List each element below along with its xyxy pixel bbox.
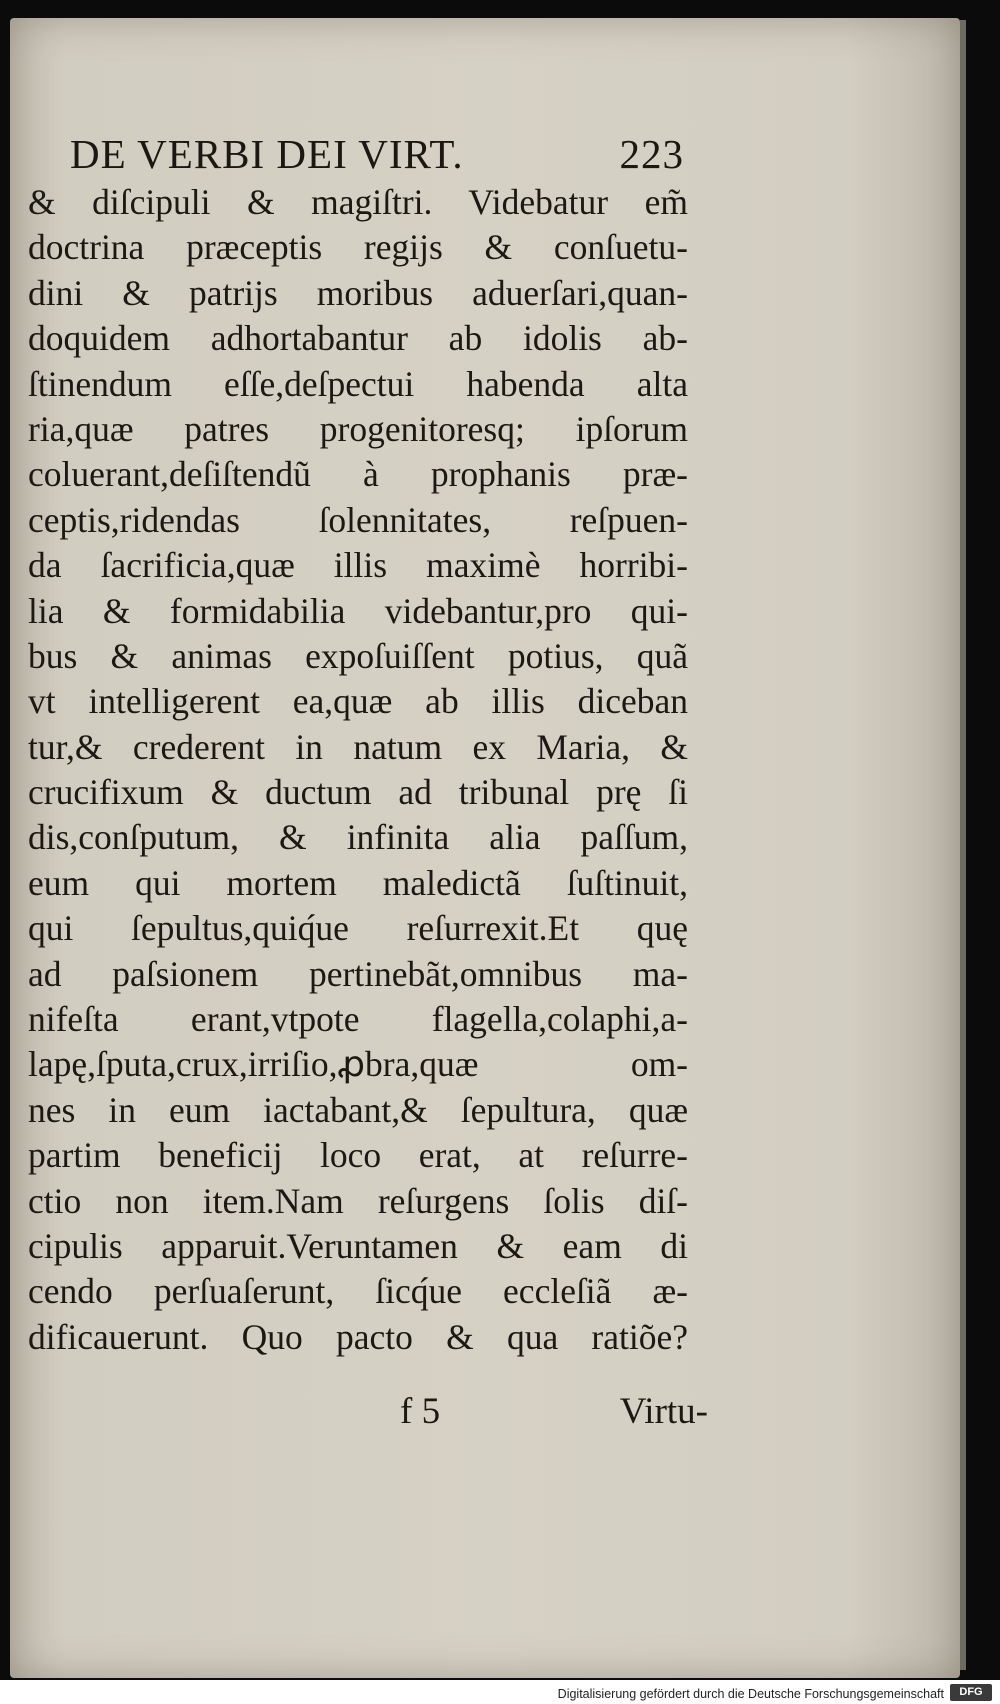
text-line: ceptis,ridendas ſolennitates, reſpuen-	[28, 499, 688, 540]
running-header	[70, 130, 684, 178]
page-edge	[960, 20, 966, 1670]
text-line: vt intelligerent ea,quæ ab illis diceban	[28, 681, 688, 722]
signature-mark: f 5	[400, 1391, 441, 1432]
body-text	[28, 180, 688, 1360]
text-line: eum qui mortem maledictã ſuſtinuit,	[28, 862, 688, 903]
text-line: cipulis apparuit.Veruntamen & eam di	[28, 1225, 688, 1266]
text-line: ria,quæ patres progenitoresq; ipſorum	[28, 408, 688, 449]
text-line: & diſcipuli & magiſtri. Videbatur em̃	[28, 182, 688, 222]
text-line: doquidem adhortabantur ab idolis ab-	[28, 318, 688, 359]
text-line: ſtinendum eſſe,deſpectui habenda alta	[28, 363, 688, 404]
text-line: dificauerunt. Quo pacto & qua ratiõe?	[28, 1316, 688, 1357]
text-line: lapę,ſputa,crux,irriſio,ꝓbra,quæ om-	[28, 1044, 688, 1085]
running-head-title: DE VERBI DEI VIRT.	[70, 131, 464, 177]
text-line: coluerant,deſiſtendũ à prophanis præ-	[28, 454, 688, 495]
text-line: nifeſta erant,vtpote flagella,colaphi,a-	[28, 999, 688, 1040]
text-line: bus & animas expoſuiſſent potius, quã	[28, 635, 688, 676]
text-line: nes in eum iactabant,& ſepultura, quæ	[28, 1089, 688, 1130]
text-line: tur,& crederent in natum ex Maria, &	[28, 726, 688, 767]
page-number: 223	[619, 131, 684, 177]
text-line: partim beneficij loco erat, at reſurre-	[28, 1135, 688, 1176]
text-line: ad paſsionem pertinebãt,omnibus ma-	[28, 953, 688, 994]
footer-bar	[0, 1680, 1000, 1704]
text-line: cendo perſuaſerunt, ſicq́ue eccleſiã æ-	[28, 1271, 688, 1312]
text-line: doctrina præceptis regijs & conſuetu-	[28, 227, 688, 268]
text-line: lia & formidabilia videbantur,pro qui-	[28, 590, 688, 631]
page-foot	[28, 1390, 708, 1436]
text-line: dis,conſputum, & infinita alia paſſum,	[28, 817, 688, 858]
text-line: da ſacrificia,quæ illis maximè horribi-	[28, 545, 688, 586]
text-line: crucifixum & ductum ad tribunal prę ſi	[28, 772, 688, 813]
funding-credit: Digitalisierung gefördert durch die Deutsche Forschungsgemeinschaft	[557, 1687, 944, 1701]
text-line: ctio non item.Nam reſurgens ſolis diſ-	[28, 1180, 688, 1221]
text-line: qui ſepultus,quiq́ue reſurrexit.Et quę	[28, 908, 688, 949]
text-line: dini & patrijs moribus aduerſari,quan-	[28, 272, 688, 313]
catchword: Virtu-	[619, 1391, 708, 1432]
dfg-logo: DFG	[950, 1684, 992, 1701]
